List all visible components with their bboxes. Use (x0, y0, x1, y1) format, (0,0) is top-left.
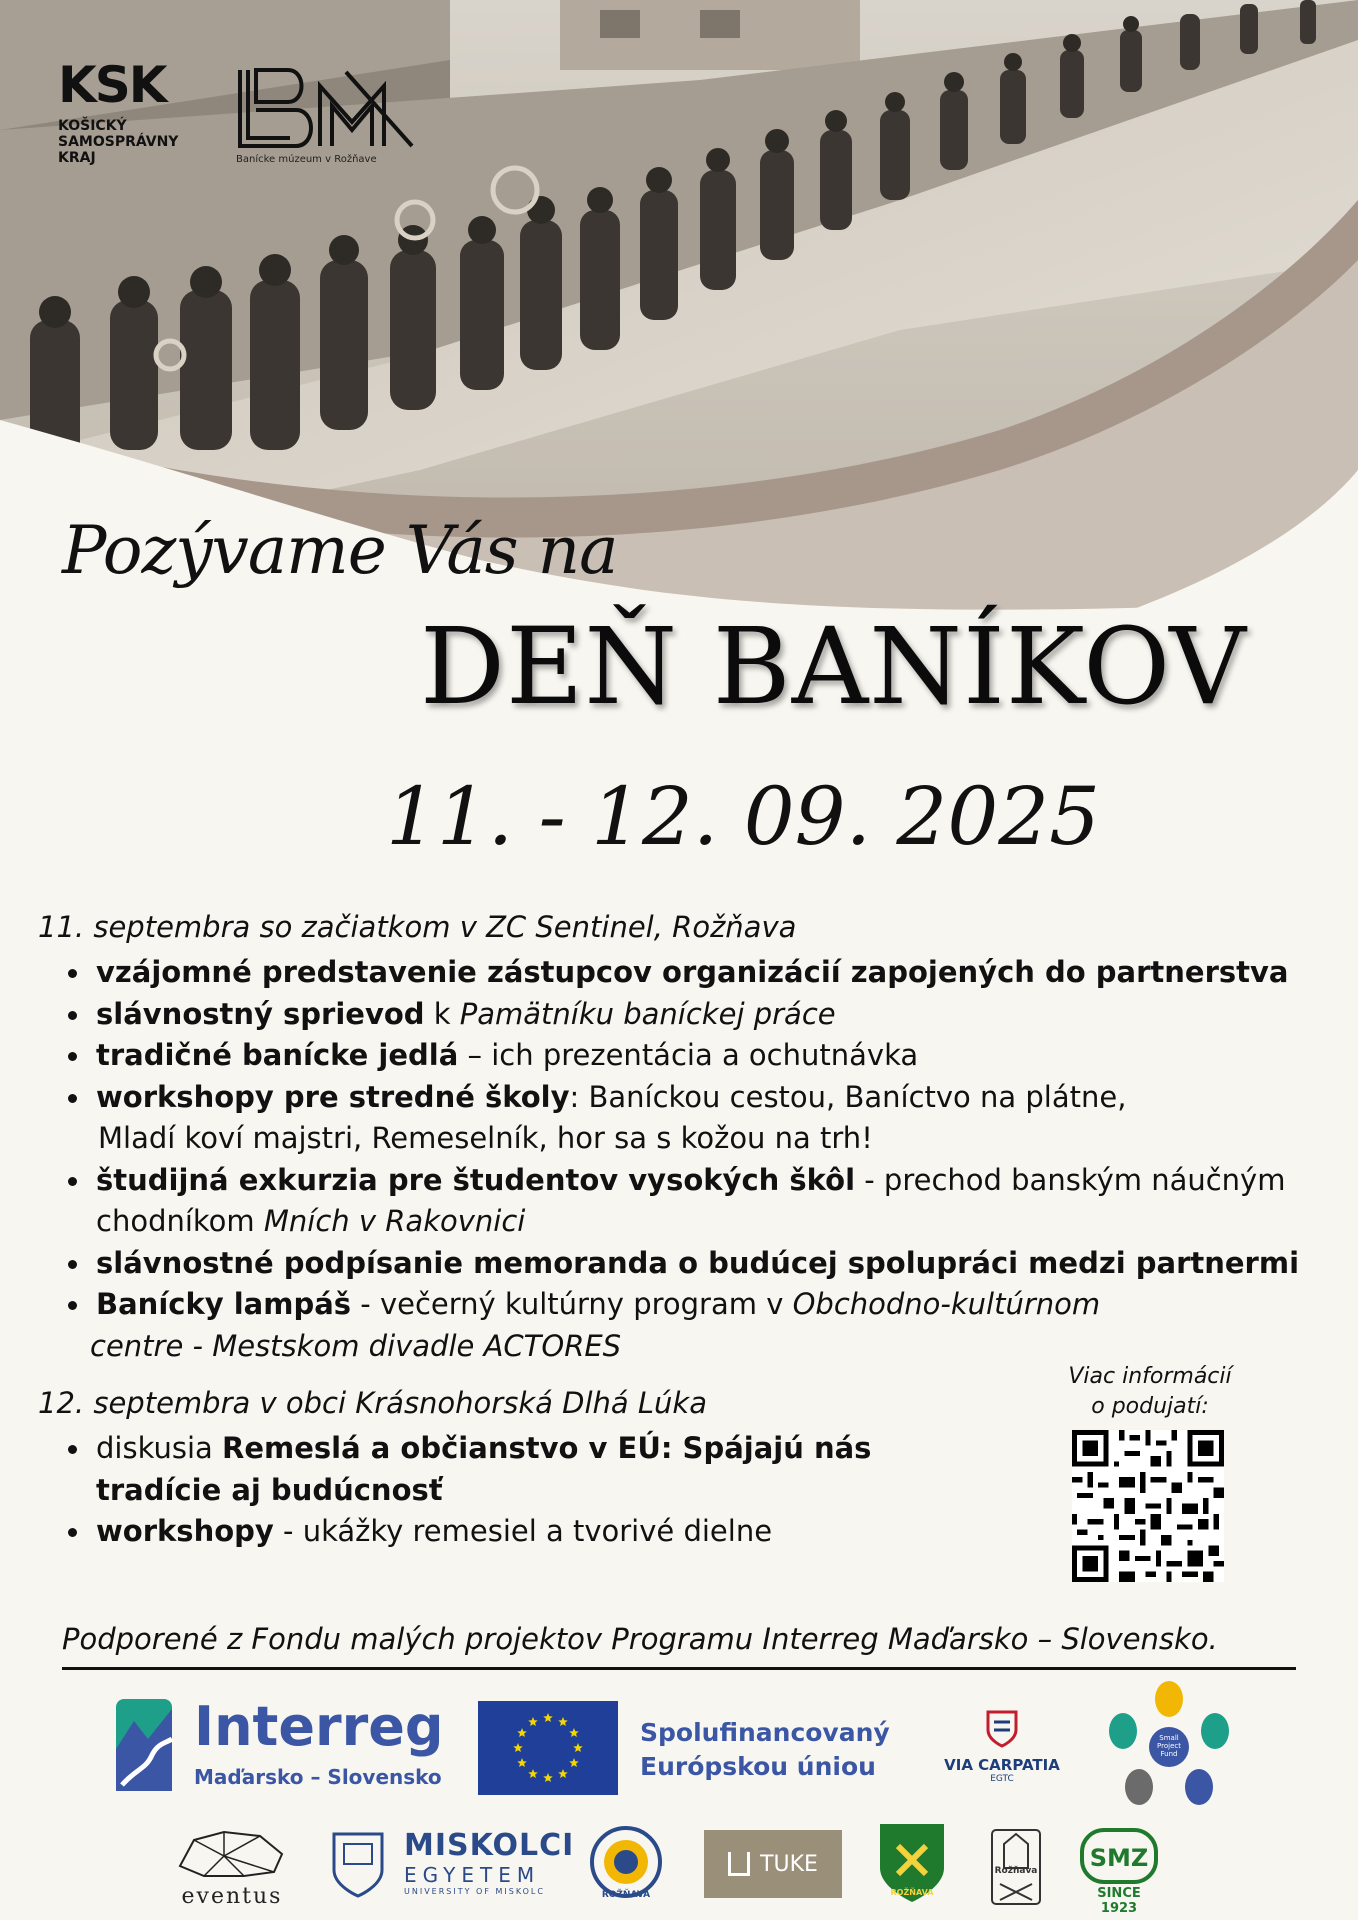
list-item (62, 1077, 1299, 1160)
day2-heading: 12. septembra v obci Krásnohorská Dlhá Lúka (38, 1386, 707, 1420)
gymnazium-logo (588, 1824, 664, 1900)
museum-caption: Banícke múzeum v Rožňave (236, 154, 377, 165)
eu-line-2: Európskou úniou (640, 1752, 876, 1781)
museum-mark-icon (236, 66, 416, 150)
eventus-logo (174, 1826, 290, 1909)
spf-text: Small Project Fund (1157, 1734, 1181, 1758)
eventus-name: eventus (181, 1884, 283, 1909)
list-item (62, 1243, 1299, 1285)
interreg-wordmark: Interreg (194, 1695, 444, 1758)
ksk-logo (58, 56, 179, 166)
via-carpatia-shield-icon (982, 1708, 1022, 1748)
partner-logos (0, 1820, 1358, 1920)
ksk-mark: KSK (58, 56, 166, 114)
item-bold: vzájomné predstavenie zástupcov organizácií zapojených do partnerstva (96, 955, 1289, 989)
qr-code-icon[interactable] (1072, 1430, 1224, 1582)
item-text: Mladí koví majstri, Remeselník, hor sa s kožou na trh! (98, 1121, 873, 1155)
list-item (62, 994, 1299, 1036)
item-text: - večerný kultúrny program v (351, 1287, 793, 1321)
ksk-line-2: SAMOSPRÁVNY (58, 134, 179, 150)
interreg-mountain-icon (116, 1699, 176, 1791)
item-bold: Remeslá a občianstvo v EÚ: Spájajú nás (222, 1431, 872, 1465)
list-item (62, 1160, 1299, 1243)
item-text: – ich prezentácia a ochutnávka (458, 1038, 919, 1072)
rhino-icon (174, 1826, 290, 1880)
smz-logo (1078, 1826, 1160, 1916)
item-italic: Mních v Rakovnici (263, 1204, 526, 1238)
item-italic: Obchodno-kultúrnom (792, 1287, 1101, 1321)
miskolci-egyetem-logo (404, 1828, 574, 1896)
list-item (62, 952, 1299, 994)
roznava-text: Rožňava (994, 1866, 1038, 1876)
tuke-name: TUKE (760, 1851, 818, 1877)
small-project-fund-logo (1098, 1676, 1240, 1818)
smz-mark: SMZ (1089, 1844, 1149, 1872)
spolok-text: ROŽŇAVA (890, 1888, 934, 1897)
item-bold: študijná exkurzia pre študentov vysokých škôl (96, 1162, 856, 1197)
gymnazium-text: ROŽŇAVA (601, 1890, 651, 1900)
day1-heading: 11. septembra so začiatkom v ZC Sentinel, Rožňava (38, 910, 797, 944)
item-bold: slávnostný sprievod (96, 996, 425, 1031)
ksk-line-3: KRAJ (58, 150, 96, 166)
eu-flag-icon (478, 1701, 618, 1795)
invite-heading: Pozývame Vás na (62, 512, 618, 589)
item-bold: tradície aj budúcnosť (96, 1472, 443, 1507)
item-text: diskusia (96, 1431, 223, 1465)
miskolc-line-3: UNIVERSITY OF MISKOLC (404, 1887, 545, 1896)
item-bold: Banícky lampáš (96, 1287, 352, 1321)
day1-program-list (62, 952, 1299, 1367)
via-carpatia-egtc: EGTC (990, 1774, 1014, 1784)
via-carpatia-logo (940, 1708, 1064, 1784)
eu-cofinanced (640, 1716, 890, 1784)
gymnazium-seal-icon (588, 1824, 664, 1900)
banicky-spolok-logo (876, 1822, 948, 1897)
item-bold: workshopy pre stredné školy (96, 1079, 570, 1114)
banicke-muzeum-logo (236, 66, 416, 165)
qr-label-line-2: o podujatí: (1091, 1394, 1209, 1419)
interreg-programme: Maďarsko – Slovensko (194, 1765, 442, 1789)
via-carpatia-name: VIA CARPATIA (944, 1756, 1060, 1774)
eu-line-1: Spolufinancovaný (640, 1718, 890, 1747)
ksk-line-1: KOŠICKÝ (58, 118, 127, 134)
smz-since: SINCE 1923 (1097, 1886, 1141, 1916)
day2-program-list (62, 1428, 871, 1553)
footer-divider (62, 1667, 1296, 1670)
list-item (62, 1035, 1299, 1077)
item-text: - prechod banským náučným (855, 1162, 1286, 1197)
miskolc-line-2: EGYETEM (404, 1863, 541, 1887)
university-crest-icon (328, 1830, 388, 1900)
event-date: 11. - 12. 09. 2025 (386, 770, 1101, 863)
list-item (62, 1511, 871, 1553)
qr-label (1050, 1362, 1250, 1422)
event-title: DEŇ BANÍKOV (420, 605, 1247, 728)
item-text: - ukážky remesiel a tvorivé dielne (273, 1514, 773, 1548)
interreg-logo (116, 1695, 456, 1795)
qr-label-line-1: Viac informácií (1068, 1364, 1232, 1389)
item-bold: workshopy (96, 1514, 274, 1548)
roznava-crest-logo (984, 1824, 1048, 1914)
funding-statement: Podporené z Fondu malých projektov Programu Interreg Maďarsko – Slovensko. (62, 1622, 1218, 1656)
miskolc-line-1: MISKOLCI (404, 1828, 575, 1863)
item-bold: slávnostné podpísanie memoranda o budúcej spolupráci medzi partnermi (96, 1245, 1300, 1280)
item-text: k (424, 996, 460, 1031)
item-text: : Baníckou cestou, Baníctvo na plátne, (569, 1079, 1127, 1114)
tuke-logo (704, 1830, 842, 1898)
tuke-mark-icon (728, 1852, 750, 1876)
list-item (62, 1284, 1299, 1367)
item-bold: tradičné banícke jedlá (96, 1038, 459, 1072)
smz-badge-icon (1078, 1826, 1160, 1886)
item-text: chodníkom (96, 1204, 264, 1238)
item-italic: centre - Mestskom divadle ACTORES (90, 1328, 622, 1363)
list-item (62, 1428, 871, 1511)
item-italic: Pamätníku baníckej práce (459, 996, 836, 1031)
